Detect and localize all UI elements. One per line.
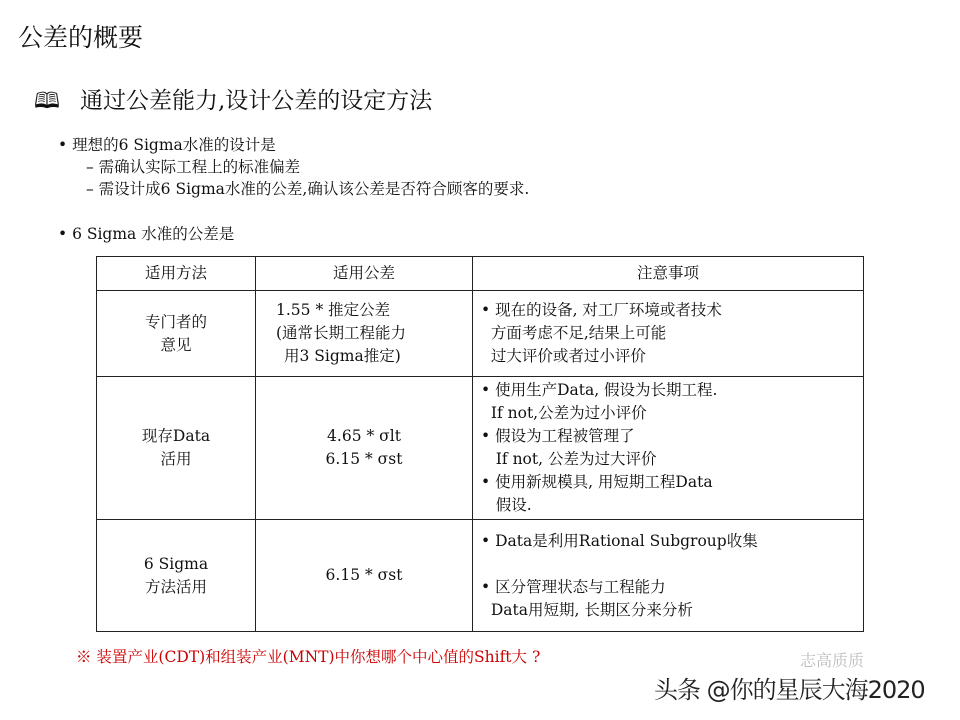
table-row bbox=[97, 377, 864, 520]
cell-tolerance: 6.15 * σst bbox=[256, 520, 473, 632]
table-header-row bbox=[97, 257, 864, 291]
tolerance-table bbox=[96, 256, 864, 632]
bullet-2: • 6 Sigma 水准的公差是 bbox=[58, 225, 235, 243]
faint-watermark: 志高质质 bbox=[800, 651, 865, 670]
cell-notes: • Data是利用Rational Subgroup收集 • 区分管理状态与工程能力 Data用短期, 长期区分来分析 bbox=[473, 520, 864, 632]
table-row bbox=[97, 520, 864, 632]
header-notes: 注意事项 bbox=[473, 257, 864, 291]
cell-method: 专门者的 意见 bbox=[97, 291, 256, 377]
page-title: 公差的概要 bbox=[18, 23, 144, 52]
sub-bullet-1: – 需确认实际工程上的标准偏差 bbox=[86, 158, 301, 176]
cell-notes: • 使用生产Data, 假设为长期工程. If not,公差为过小评价 • 假设为工程被管理了 If not, 公差为过大评价 • 使用新规模具, 用短期工程Data 假设. bbox=[473, 377, 864, 520]
watermark: 头条 @你的星辰大海2020 bbox=[654, 676, 925, 704]
section-subtitle: 通过公差能力,设计公差的设定方法 bbox=[80, 88, 433, 114]
sub-bullet-2: – 需设计成6 Sigma水准的公差,确认该公差是否符合顾客的要求. bbox=[86, 180, 530, 198]
cell-method: 6 Sigma 方法活用 bbox=[97, 520, 256, 632]
header-tolerance: 适用公差 bbox=[256, 257, 473, 291]
cell-method: 现存Data 活用 bbox=[97, 377, 256, 520]
cell-tolerance: 1.55 * 推定公差 (通常长期工程能力 用3 Sigma推定) bbox=[256, 291, 473, 377]
header-method: 适用方法 bbox=[97, 257, 256, 291]
book-icon: 🕮 bbox=[34, 89, 60, 114]
bullet-1: • 理想的6 Sigma水准的设计是 bbox=[58, 136, 276, 154]
table-row bbox=[97, 291, 864, 377]
question-note: ※ 装置产业(CDT)和组装产业(MNT)中你想哪个中心值的Shift大 ? bbox=[76, 648, 541, 666]
cell-tolerance: 4.65 * σlt 6.15 * σst bbox=[256, 377, 473, 520]
cell-notes: • 现在的设备, 对工厂环境或者技术 方面考虑不足,结果上可能 过大评价或者过小评价 bbox=[473, 291, 864, 377]
